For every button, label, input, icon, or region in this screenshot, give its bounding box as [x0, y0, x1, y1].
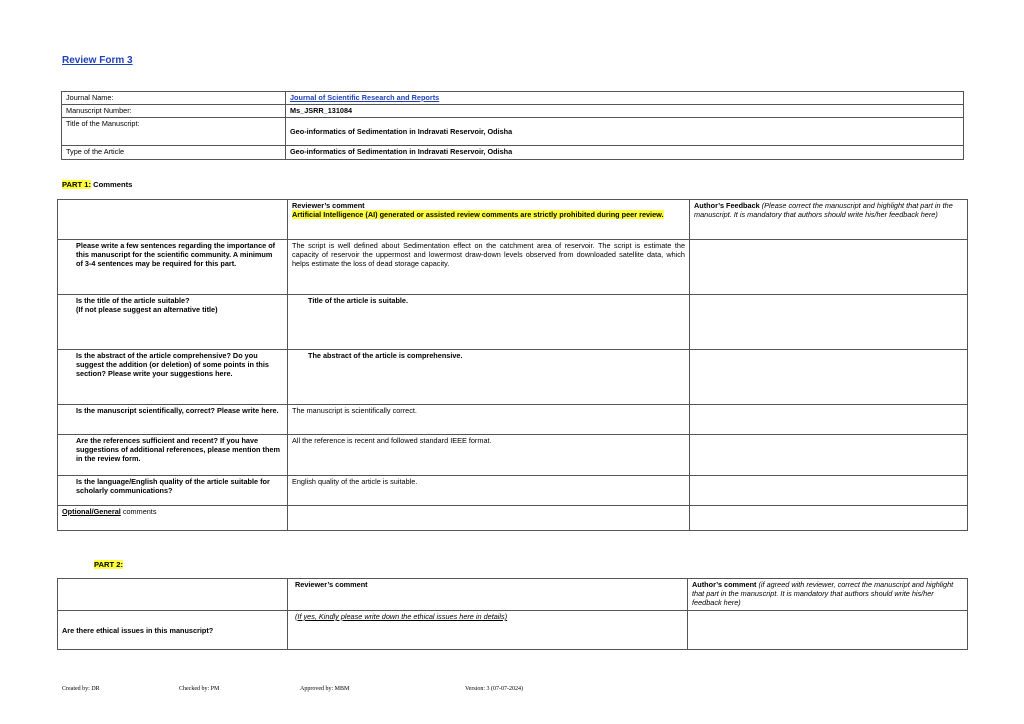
- feedback-title[interactable]: [690, 295, 968, 350]
- footer-version: Version: 3 (07-07-2024): [465, 686, 523, 692]
- journal-label: Journal Name:: [62, 92, 286, 105]
- comment-language[interactable]: English quality of the article is suitable.: [288, 476, 690, 506]
- part1-heading: [62, 180, 132, 189]
- part2-label: PART 2:: [94, 560, 123, 569]
- part2-heading: [94, 560, 123, 569]
- manuscript-title-value: Geo-informatics of Sedimentation in Indravati Reservoir, Odisha: [286, 118, 964, 146]
- comment-abstract[interactable]: The abstract of the article is comprehensive.: [288, 350, 690, 405]
- comment-title[interactable]: Title of the article is suitable.: [288, 295, 690, 350]
- part1-comments-table: [57, 199, 968, 531]
- comment-ethics[interactable]: (If yes, Kindly please write down the ethical issues here in details): [288, 611, 688, 650]
- part2-author-header-cell: [688, 579, 968, 611]
- feedback-references[interactable]: [690, 435, 968, 476]
- manuscript-number-label: Manuscript Number:: [62, 105, 286, 118]
- article-type-label: Type of the Article: [62, 146, 286, 160]
- part1-author-header-note: (Please correct the manuscript and highlight that part in the manuscript. It is mandatory that authors should write his/her feedback here): [694, 201, 953, 219]
- journal-link[interactable]: Journal of Scientific Research and Reports: [290, 93, 440, 102]
- feedback-language[interactable]: [690, 476, 968, 506]
- part1-reviewer-header-cell: [288, 200, 690, 240]
- part2-ethics-table: [57, 578, 968, 650]
- footer-approved: Approved by: MBM: [300, 686, 350, 692]
- ai-notice: Artificial Intelligence (AI) generated or assisted review comments are strictly prohibited during peer review.: [292, 210, 664, 219]
- optional-comments-label: [58, 506, 288, 531]
- part2-author-header: Author’s comment: [692, 580, 757, 589]
- question-language: Is the language/English quality of the article suitable for scholarly communications?: [58, 476, 288, 506]
- feedback-ethics[interactable]: [688, 611, 968, 650]
- comment-importance[interactable]: The script is well defined about Sedimentation effect on the catchment area of reservoir. The script is estimate the capacity of reservoir the uppermost and lowermost draw-down levels observed from downloaded satellite data, which helps estimate the loss of dead storage capacity.: [288, 240, 690, 295]
- optional-label-rest: comments: [120, 507, 157, 516]
- manuscript-number-value: Ms_JSRR_131084: [286, 105, 964, 118]
- question-title: Is the title of the article suitable? (If not please suggest an alternative title): [58, 295, 288, 350]
- optional-label-bold: Optional/General: [62, 507, 121, 516]
- part2-reviewer-header: Reviewer’s comment: [288, 579, 688, 611]
- question-references: Are the references sufficient and recent? If you have suggestions of additional references, please mention them in the review form.: [58, 435, 288, 476]
- part1-empty-header: [58, 200, 288, 240]
- feedback-abstract[interactable]: [690, 350, 968, 405]
- comment-scientific[interactable]: The manuscript is scientifically correct.: [288, 405, 690, 435]
- part1-reviewer-header: Reviewer’s comment: [292, 201, 365, 210]
- comment-optional[interactable]: [288, 506, 690, 531]
- part1-author-header-cell: [690, 200, 968, 240]
- question-abstract: Is the abstract of the article comprehensive? Do you suggest the addition (or deletion) of some points in this section? Please write your suggestions here.: [58, 350, 288, 405]
- part2-author-header-note: (if agreed with reviewer, correct the manuscript and highlight that part in the manuscript. It is mandatory that authors should write his/her feedback here): [692, 580, 954, 607]
- feedback-scientific[interactable]: [690, 405, 968, 435]
- manuscript-title-label: Title of the Manuscript:: [62, 118, 286, 146]
- comment-references[interactable]: All the reference is recent and followed standard IEEE format.: [288, 435, 690, 476]
- question-importance: Please write a few sentences regarding the importance of this manuscript for the scientific community. A minimum of 3-4 sentences may be required for this part.: [58, 240, 288, 295]
- part1-label: PART 1:: [62, 180, 91, 189]
- part1-label-rest: Comments: [90, 180, 133, 189]
- form-title[interactable]: Review Form 3: [62, 55, 133, 66]
- feedback-importance[interactable]: [690, 240, 968, 295]
- manuscript-info-table: [61, 91, 964, 160]
- question-ethics: Are there ethical issues in this manuscript?: [58, 611, 288, 650]
- article-type-value: Geo-informatics of Sedimentation in Indravati Reservoir, Odisha: [286, 146, 964, 160]
- feedback-optional[interactable]: [690, 506, 968, 531]
- footer-checked: Checked by: PM: [179, 686, 220, 692]
- footer-created: Created by: DR: [62, 686, 100, 692]
- part2-empty-header: [58, 579, 288, 611]
- question-scientific: Is the manuscript scientifically, correct? Please write here.: [58, 405, 288, 435]
- part1-author-header: Author’s Feedback: [694, 201, 760, 210]
